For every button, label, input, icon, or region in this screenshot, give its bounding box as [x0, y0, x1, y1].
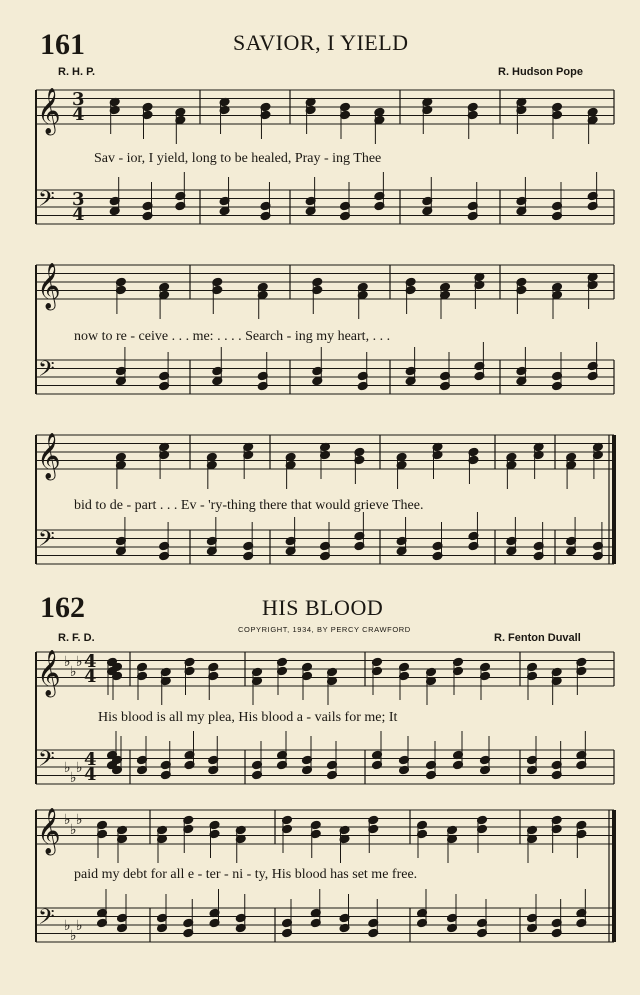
hymn-title: HIS BLOOD — [262, 595, 384, 620]
flat-icon: ♭ — [70, 928, 77, 944]
hymn-number: 161 — [40, 28, 85, 61]
flat-icon: ♭ — [70, 664, 77, 680]
words-credit: R. H. P. — [58, 66, 96, 78]
flat-icon: ♭ — [76, 654, 83, 670]
bass-clef-icon: 𝄢 — [38, 905, 55, 935]
flat-icon: ♭ — [70, 770, 77, 786]
treble-clef-icon: 𝄞 — [37, 88, 61, 134]
flat-icon: ♭ — [70, 822, 77, 838]
treble-clef-icon: 𝄞 — [37, 650, 61, 696]
lyric-line: now to re - ceive . . . me: . . . . Search - ing my heart, . . . — [74, 329, 391, 344]
time-signature-top: 3 — [72, 189, 85, 210]
time-signature-bottom: 4 — [84, 764, 97, 785]
music-credit: R. Hudson Pope — [498, 66, 583, 78]
treble-clef-icon: 𝄞 — [37, 808, 61, 854]
bass-clef-icon: 𝄢 — [38, 527, 55, 557]
flat-icon: ♭ — [64, 760, 71, 776]
time-signature-bottom: 4 — [84, 666, 97, 687]
time-signature-top: 4 — [84, 749, 97, 770]
time-signature-top: 3 — [72, 89, 85, 110]
time-signature-bottom: 4 — [72, 204, 85, 225]
lyric-line: His blood is all my plea, His blood a - vails for me; It — [98, 710, 398, 725]
treble-clef-icon: 𝄞 — [37, 433, 61, 479]
flat-icon: ♭ — [64, 812, 71, 828]
treble-clef-icon: 𝄞 — [37, 263, 61, 309]
music-credit: R. Fenton Duvall — [494, 632, 581, 644]
time-signature-top: 4 — [84, 651, 97, 672]
lyric-line: bid to de - part . . . Ev - 'ry-thing there that would grieve Thee. — [74, 498, 424, 513]
flat-icon: ♭ — [64, 654, 71, 670]
flat-icon: ♭ — [76, 812, 83, 828]
flat-icon: ♭ — [76, 760, 83, 776]
flat-icon: ♭ — [64, 918, 71, 934]
hymn-number: 162 — [40, 591, 85, 624]
bass-clef-icon: 𝄢 — [38, 357, 55, 387]
hymn-title: SAVIOR, I YIELD — [233, 30, 409, 55]
lyric-line: paid my debt for all e - ter - ni - ty, His blood has set me free. — [74, 867, 418, 882]
flat-icon: ♭ — [76, 918, 83, 934]
bass-clef-icon: 𝄢 — [38, 747, 55, 777]
copyright-notice: COPYRIGHT, 1934, BY PERCY CRAWFORD — [238, 625, 411, 634]
lyric-line: Sav - ior, I yield, long to be healed, Pray - ing Thee — [94, 151, 382, 166]
time-signature-bottom: 4 — [72, 104, 85, 125]
bass-clef-icon: 𝄢 — [38, 187, 55, 217]
words-credit: R. F. D. — [58, 632, 95, 644]
